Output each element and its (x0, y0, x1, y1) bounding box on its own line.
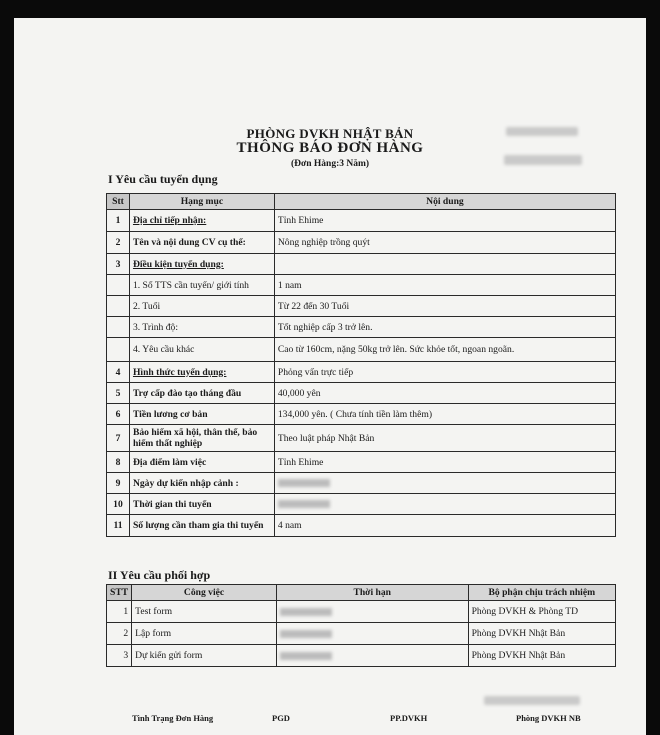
footer-pgd: PGD (272, 713, 290, 723)
table-row (107, 362, 616, 383)
table-row (107, 338, 616, 362)
row-content: 1 nam (274, 275, 615, 296)
table-row (107, 404, 616, 425)
redacted-date (504, 155, 582, 165)
table-row (107, 317, 616, 338)
table-header-row (107, 585, 616, 601)
row-content: Tốt nghiệp cấp 3 trở lên. (274, 317, 615, 338)
row-department: Phòng DVKH Nhật Bản (468, 623, 615, 645)
row-task: Lập form (132, 623, 277, 645)
row-number: 3 (107, 254, 130, 275)
row-content: Tỉnh Ehime (274, 210, 615, 232)
row-number (107, 317, 130, 338)
footer-dept: Phòng DVKH NB (516, 713, 581, 723)
row-item: Điều kiện tuyển dụng: (129, 254, 274, 275)
row-content: Theo luật pháp Nhật Bản (274, 425, 615, 452)
table-row (107, 601, 616, 623)
redacted-deadline (276, 623, 468, 645)
table-row (107, 254, 616, 275)
table-row (107, 232, 616, 254)
redacted-code (506, 127, 578, 136)
row-item: Địa điểm làm việc (129, 452, 274, 473)
col-content: Nội dung (274, 194, 615, 210)
row-content: Cao từ 160cm, nặng 50kg trở lên. Sức khỏe tốt, ngoan ngoãn. (274, 338, 615, 362)
table-row (107, 275, 616, 296)
row-item: 1. Số TTS cần tuyển/ giới tính (129, 275, 274, 296)
document-page (14, 18, 646, 735)
row-content: Tỉnh Ehime (274, 452, 615, 473)
coordination-table (106, 584, 616, 667)
row-content: Từ 22 đến 30 Tuổi (274, 296, 615, 317)
redacted-signature-date (484, 696, 580, 705)
table-row (107, 623, 616, 645)
col-department: Bộ phận chịu trách nhiệm (468, 585, 615, 601)
row-content: Nông nghiệp trồng quýt (274, 232, 615, 254)
row-item: 3. Trình độ: (129, 317, 274, 338)
row-number: 4 (107, 362, 130, 383)
row-number (107, 338, 130, 362)
row-item: Ngày dự kiến nhập cảnh : (129, 473, 274, 494)
document-title: THÔNG BÁO ĐƠN HÀNG (236, 140, 424, 156)
section-2-heading: II Yêu cầu phối hợp (108, 568, 211, 582)
table-row (107, 494, 616, 515)
row-department: Phòng DVKH & Phòng TD (468, 601, 615, 623)
row-content: 40,000 yên (274, 383, 615, 404)
department-name: PHÒNG DVKH NHẬT BẢN (246, 126, 414, 141)
row-item: Thời gian thi tuyển (129, 494, 274, 515)
row-number: 6 (107, 404, 130, 425)
row-content: 4 nam (274, 515, 615, 537)
table-row (107, 383, 616, 404)
row-number: 1 (107, 210, 130, 232)
row-number: 8 (107, 452, 130, 473)
row-item: 2. Tuổi (129, 296, 274, 317)
row-number: 3 (107, 645, 132, 667)
row-number (107, 275, 130, 296)
row-item: Tên và nội dung CV cụ thể: (129, 232, 274, 254)
table-header-row (107, 194, 616, 210)
row-content: 134,000 yên. ( Chưa tính tiền làm thêm) (274, 404, 615, 425)
table-row (107, 515, 616, 537)
row-number: 2 (107, 232, 130, 254)
row-number: 5 (107, 383, 130, 404)
row-content (274, 254, 615, 275)
row-number: 1 (107, 601, 132, 623)
redacted-deadline (276, 601, 468, 623)
row-number: 2 (107, 623, 132, 645)
row-item: Tiền lương cơ bản (129, 404, 274, 425)
row-content: Phỏng vấn trực tiếp (274, 362, 615, 383)
row-number (107, 296, 130, 317)
row-task: Test form (132, 601, 277, 623)
row-number: 7 (107, 425, 130, 452)
row-item: Trợ cấp đào tạo tháng đầu (129, 383, 274, 404)
col-stt: STT (107, 585, 132, 601)
table-row (107, 425, 616, 452)
col-task: Công việc (132, 585, 277, 601)
table-row (107, 645, 616, 667)
col-deadline: Thời hạn (276, 585, 468, 601)
footer-status: Tình Trạng Đơn Hàng (132, 713, 214, 723)
redacted-exam-date (274, 494, 615, 515)
table-row (107, 210, 616, 232)
row-item: 4. Yêu cầu khác (129, 338, 274, 362)
table-row (107, 473, 616, 494)
row-number: 11 (107, 515, 130, 537)
row-number: 9 (107, 473, 130, 494)
redacted-entry-date (274, 473, 615, 494)
table-row (107, 452, 616, 473)
redacted-deadline (276, 645, 468, 667)
col-item: Hạng mục (129, 194, 274, 210)
row-item: Bảo hiểm xã hội, thân thể, bảo hiểm thất nghiệp (129, 425, 274, 452)
order-duration: (Đơn Hàng:3 Năm) (290, 159, 370, 169)
recruitment-table (106, 193, 616, 537)
row-item: Số lượng cần tham gia thi tuyển (129, 515, 274, 537)
row-task: Dự kiến gửi form (132, 645, 277, 667)
row-number: 10 (107, 494, 130, 515)
footer-pp-dvkh: PP.DVKH (390, 713, 428, 723)
row-department: Phòng DVKH Nhật Bản (468, 645, 615, 667)
row-item: Hình thức tuyển dụng: (129, 362, 274, 383)
col-stt: Stt (107, 194, 130, 210)
table-row (107, 296, 616, 317)
row-item: Địa chỉ tiếp nhận: (129, 210, 274, 232)
section-1-heading: I Yêu cầu tuyển dụng (108, 172, 218, 186)
